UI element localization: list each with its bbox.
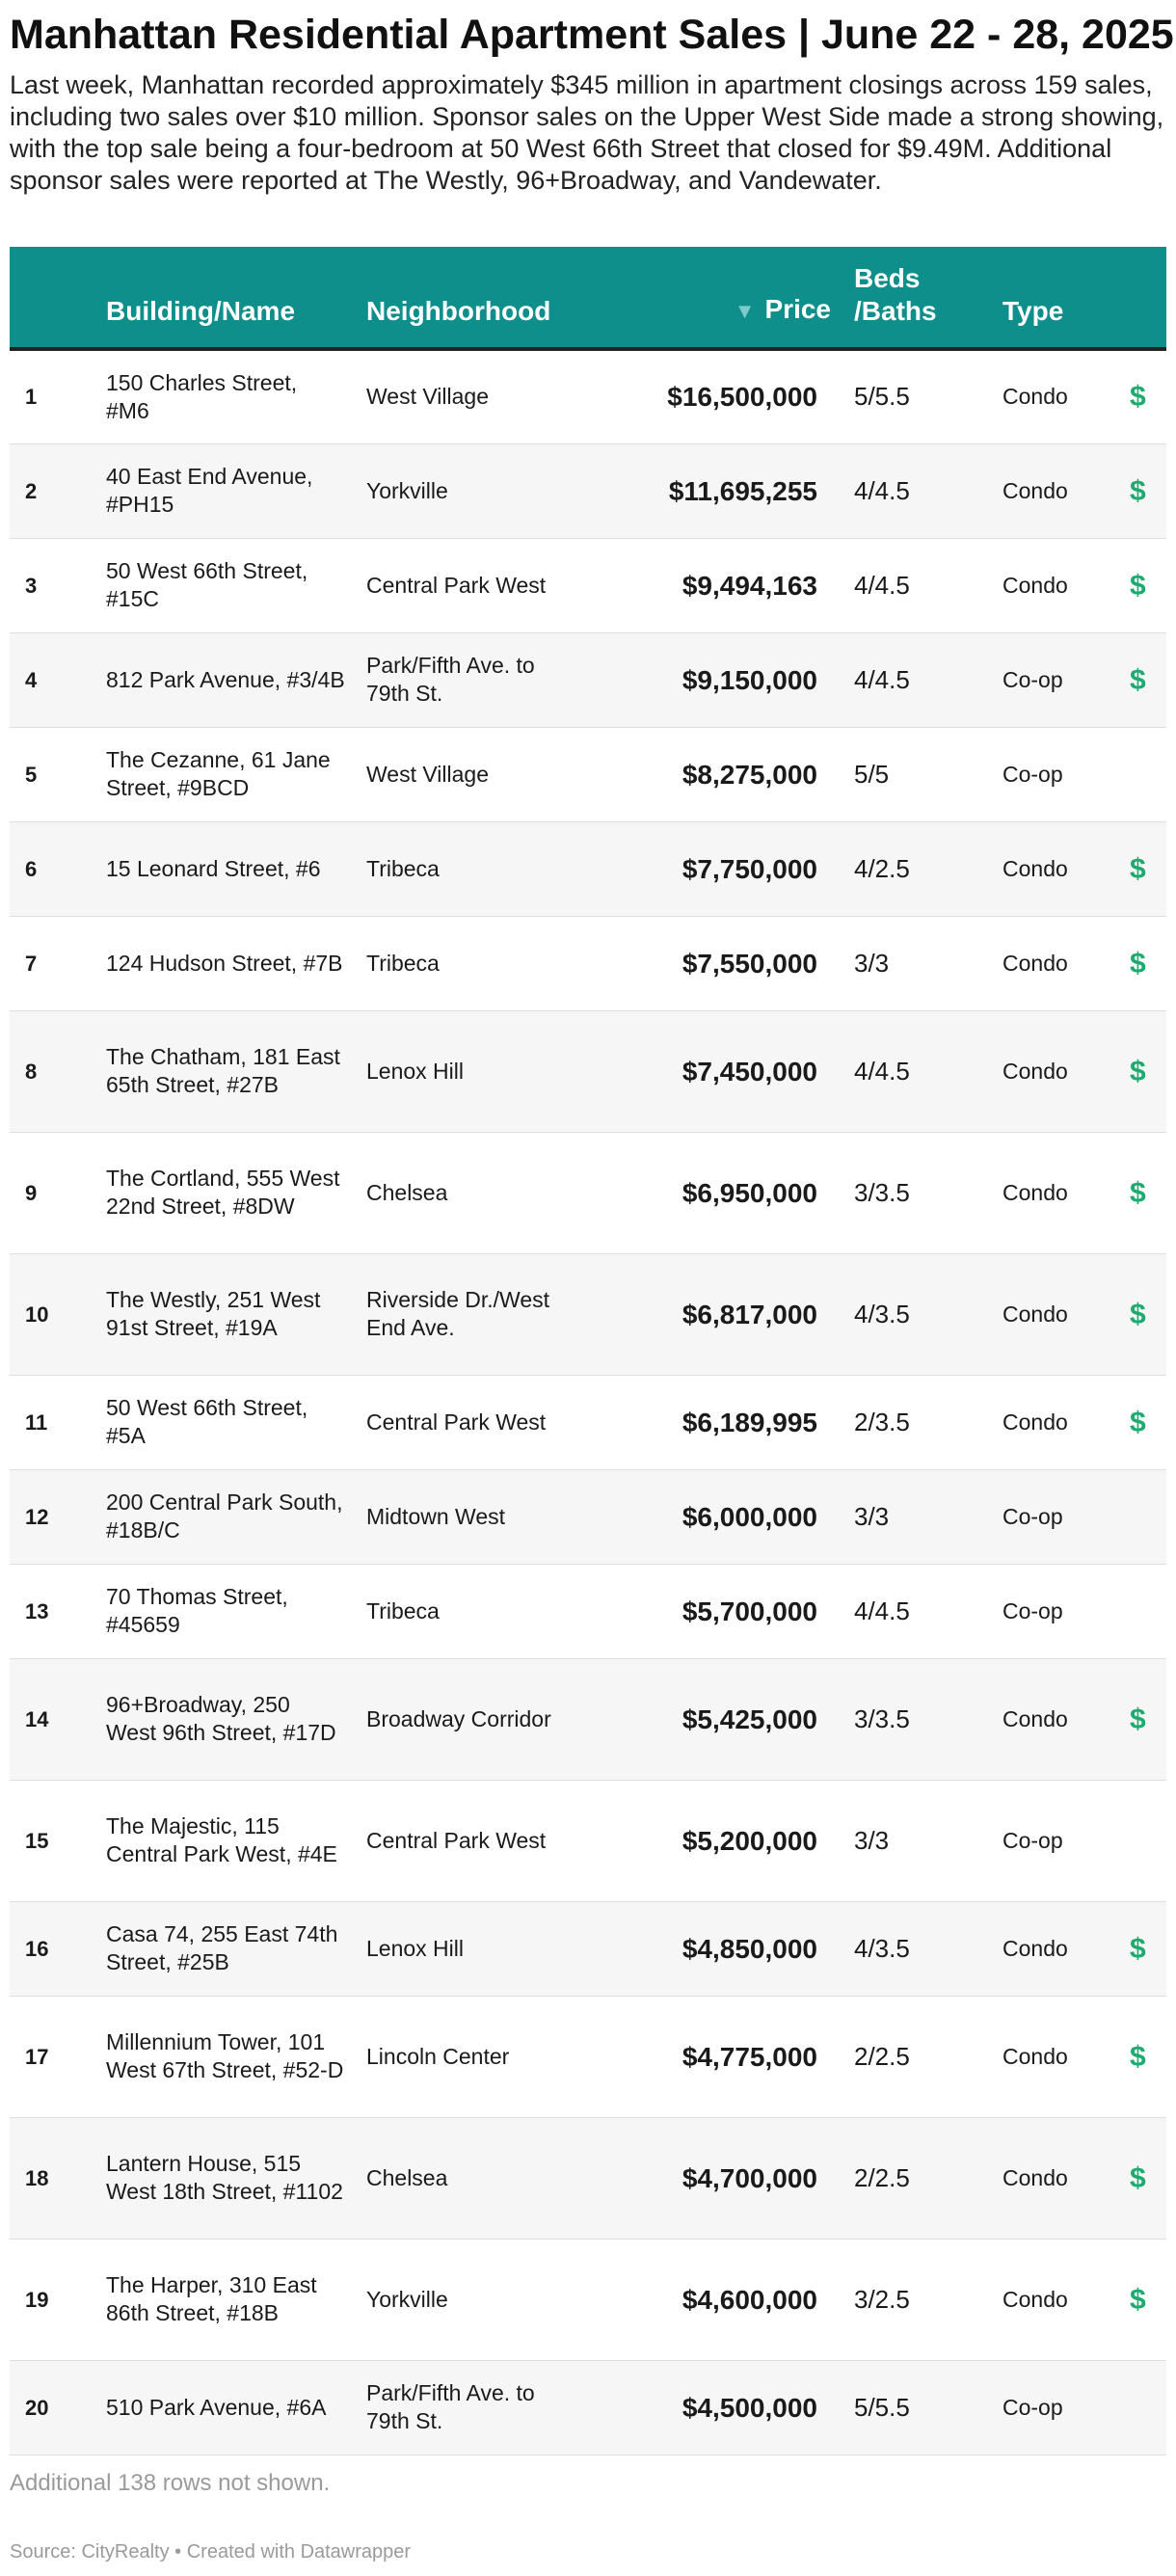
cell-rank: 3 xyxy=(10,538,106,632)
cell-neighborhood: Central Park West xyxy=(366,1780,588,1901)
sponsor-dollar-icon: $ xyxy=(1130,443,1166,538)
sponsor-dollar-icon: $ xyxy=(1130,1010,1166,1132)
cell-building: The Harper, 310 East 86th Street, #18B xyxy=(106,2239,366,2360)
table-row xyxy=(10,1375,1166,1469)
cell-beds-baths: 5/5.5 xyxy=(854,349,1002,443)
cell-building: 50 West 66th Street, #15C xyxy=(106,538,366,632)
cell-beds-baths: 2/2.5 xyxy=(854,1996,1002,2117)
cell-beds-baths: 3/2.5 xyxy=(854,2239,1002,2360)
sponsor-dollar-icon: $ xyxy=(1130,1901,1166,1996)
source-credit: Source: CityRealty • Created with Datawrapper xyxy=(10,2541,412,2563)
cell-price: $4,500,000 xyxy=(588,2360,854,2455)
table-row xyxy=(10,1010,1166,1132)
cell-neighborhood: Broadway Corridor xyxy=(366,1658,588,1780)
sponsor-dollar-icon xyxy=(1130,727,1166,821)
cell-beds-baths: 4/4.5 xyxy=(854,1564,1002,1658)
header-building[interactable]: Building/Name xyxy=(106,247,366,349)
cell-neighborhood: Midtown West xyxy=(366,1469,588,1564)
cell-neighborhood: Tribeca xyxy=(366,821,588,916)
sales-table-container xyxy=(10,247,1166,2455)
cell-building: 40 East End Avenue, #PH15 xyxy=(106,443,366,538)
cell-building: Millennium Tower, 101 West 67th Street, #52-D xyxy=(106,1996,366,2117)
cell-type: Condo xyxy=(1002,2239,1130,2360)
cell-beds-baths: 4/4.5 xyxy=(854,538,1002,632)
cell-rank: 8 xyxy=(10,1010,106,1132)
cell-price: $4,600,000 xyxy=(588,2239,854,2360)
cell-beds-baths: 2/3.5 xyxy=(854,1375,1002,1469)
cell-type: Co-op xyxy=(1002,1564,1130,1658)
cell-neighborhood: Tribeca xyxy=(366,1564,588,1658)
cell-price: $6,000,000 xyxy=(588,1469,854,1564)
cell-type: Condo xyxy=(1002,538,1130,632)
cell-building: 812 Park Avenue, #3/4B xyxy=(106,632,366,727)
cell-building: 150 Charles Street, #M6 xyxy=(106,349,366,443)
table-row xyxy=(10,443,1166,538)
cell-building: 124 Hudson Street, #7B xyxy=(106,916,366,1010)
cell-type: Condo xyxy=(1002,443,1130,538)
table-row xyxy=(10,1658,1166,1780)
header-beds-baths[interactable] xyxy=(854,247,1002,349)
sponsor-dollar-icon: $ xyxy=(1130,2117,1166,2239)
cell-price: $6,189,995 xyxy=(588,1375,854,1469)
sponsor-dollar-icon: $ xyxy=(1130,349,1166,443)
sponsor-dollar-icon: $ xyxy=(1130,1658,1166,1780)
cell-neighborhood: Tribeca xyxy=(366,916,588,1010)
cell-type: Condo xyxy=(1002,821,1130,916)
cell-neighborhood: Lenox Hill xyxy=(366,1901,588,1996)
cell-price: $4,700,000 xyxy=(588,2117,854,2239)
cell-beds-baths: 5/5 xyxy=(854,727,1002,821)
cell-price: $6,950,000 xyxy=(588,1132,854,1253)
cell-rank: 12 xyxy=(10,1469,106,1564)
sponsor-dollar-icon: $ xyxy=(1130,538,1166,632)
cell-building: Casa 74, 255 East 74th Street, #25B xyxy=(106,1901,366,1996)
cell-neighborhood: Chelsea xyxy=(366,1132,588,1253)
sort-descending-icon: ▼ xyxy=(734,299,756,323)
header-sponsor xyxy=(1130,247,1166,349)
cell-price: $5,200,000 xyxy=(588,1780,854,1901)
cell-rank: 13 xyxy=(10,1564,106,1658)
cell-type: Condo xyxy=(1002,349,1130,443)
cell-price: $4,850,000 xyxy=(588,1901,854,1996)
cell-rank: 9 xyxy=(10,1132,106,1253)
cell-beds-baths: 4/3.5 xyxy=(854,1253,1002,1375)
cell-type: Condo xyxy=(1002,1375,1130,1469)
cell-building: The Cortland, 555 West 22nd Street, #8DW xyxy=(106,1132,366,1253)
cell-type: Condo xyxy=(1002,1996,1130,2117)
cell-beds-baths: 4/3.5 xyxy=(854,1901,1002,1996)
cell-rank: 16 xyxy=(10,1901,106,1996)
cell-beds-baths: 4/4.5 xyxy=(854,632,1002,727)
sponsor-dollar-icon xyxy=(1130,1564,1166,1658)
cell-beds-baths: 3/3.5 xyxy=(854,1658,1002,1780)
cell-type: Co-op xyxy=(1002,727,1130,821)
cell-rank: 7 xyxy=(10,916,106,1010)
cell-beds-baths: 3/3 xyxy=(854,916,1002,1010)
cell-type: Co-op xyxy=(1002,632,1130,727)
cell-type: Condo xyxy=(1002,1132,1130,1253)
cell-type: Condo xyxy=(1002,2117,1130,2239)
table-row xyxy=(10,2360,1166,2455)
cell-price: $8,275,000 xyxy=(588,727,854,821)
sponsor-dollar-icon: $ xyxy=(1130,1253,1166,1375)
cell-neighborhood: Riverside Dr./West End Ave. xyxy=(366,1253,588,1375)
header-rank[interactable] xyxy=(10,247,106,349)
cell-rank: 2 xyxy=(10,443,106,538)
cell-neighborhood: Lenox Hill xyxy=(366,1010,588,1132)
cell-beds-baths: 4/4.5 xyxy=(854,1010,1002,1132)
sponsor-dollar-icon xyxy=(1130,1469,1166,1564)
cell-building: 510 Park Avenue, #6A xyxy=(106,2360,366,2455)
cell-type: Condo xyxy=(1002,1253,1130,1375)
table-row xyxy=(10,1253,1166,1375)
sponsor-dollar-icon: $ xyxy=(1130,916,1166,1010)
cell-building: The Majestic, 115 Central Park West, #4E xyxy=(106,1780,366,1901)
cell-neighborhood: Lincoln Center xyxy=(366,1996,588,2117)
cell-neighborhood: Yorkville xyxy=(366,2239,588,2360)
table-row xyxy=(10,1996,1166,2117)
cell-type: Co-op xyxy=(1002,1780,1130,1901)
cell-building: 200 Central Park South, #18B/C xyxy=(106,1469,366,1564)
cell-neighborhood: West Village xyxy=(366,727,588,821)
page-description: Last week, Manhattan recorded approximately $345 million in apartment closings across 159 sales, including two sales over $10 million. Sponsor sales on the Upper West Side made a strong showing, with the top sale being a four-bedroom at 50 West 66th Street that closed for $9.49M. Additional sponsor sales were reported at The Westly, 96+Broadway, and Vandewater. xyxy=(10,70,1164,195)
cell-type: Condo xyxy=(1002,1658,1130,1780)
cell-price: $7,750,000 xyxy=(588,821,854,916)
cell-beds-baths: 3/3.5 xyxy=(854,1132,1002,1253)
cell-building: 15 Leonard Street, #6 xyxy=(106,821,366,916)
header-beds-label: Beds xyxy=(854,263,921,293)
table-row xyxy=(10,821,1166,916)
sponsor-dollar-icon: $ xyxy=(1130,821,1166,916)
cell-type: Co-op xyxy=(1002,2360,1130,2455)
table-row xyxy=(10,538,1166,632)
cell-price: $7,450,000 xyxy=(588,1010,854,1132)
page xyxy=(10,0,1174,2563)
cell-neighborhood: Chelsea xyxy=(366,2117,588,2239)
table-row xyxy=(10,349,1166,443)
sponsor-dollar-icon: $ xyxy=(1130,632,1166,727)
table-row xyxy=(10,1132,1166,1253)
cell-rank: 10 xyxy=(10,1253,106,1375)
cell-price: $6,817,000 xyxy=(588,1253,854,1375)
cell-rank: 4 xyxy=(10,632,106,727)
cell-beds-baths: 3/3 xyxy=(854,1780,1002,1901)
cell-rank: 18 xyxy=(10,2117,106,2239)
cell-beds-baths: 3/3 xyxy=(854,1469,1002,1564)
table-row xyxy=(10,916,1166,1010)
cell-beds-baths: 4/2.5 xyxy=(854,821,1002,916)
cell-neighborhood: West Village xyxy=(366,349,588,443)
cell-price: $4,775,000 xyxy=(588,1996,854,2117)
rows-not-shown-note: Additional 138 rows not shown. xyxy=(10,2470,331,2496)
sponsor-dollar-icon: $ xyxy=(1130,1375,1166,1469)
table-header-row xyxy=(10,247,1166,349)
cell-rank: 11 xyxy=(10,1375,106,1469)
cell-type: Condo xyxy=(1002,1010,1130,1132)
header-price[interactable] xyxy=(588,247,854,349)
cell-price: $7,550,000 xyxy=(588,916,854,1010)
sponsor-dollar-icon: $ xyxy=(1130,1132,1166,1253)
cell-price: $5,700,000 xyxy=(588,1564,854,1658)
cell-price: $16,500,000 xyxy=(588,349,854,443)
table-row xyxy=(10,1780,1166,1901)
cell-rank: 14 xyxy=(10,1658,106,1780)
sponsor-dollar-icon: $ xyxy=(1130,1996,1166,2117)
cell-building: 96+Broadway, 250 West 96th Street, #17D xyxy=(106,1658,366,1780)
page-title: Manhattan Residential Apartment Sales | June 22 - 28, 2025 xyxy=(10,12,1174,58)
header-type[interactable]: Type xyxy=(1002,247,1130,349)
cell-rank: 6 xyxy=(10,821,106,916)
sponsor-dollar-icon xyxy=(1130,2360,1166,2455)
cell-beds-baths: 4/4.5 xyxy=(854,443,1002,538)
cell-beds-baths: 2/2.5 xyxy=(854,2117,1002,2239)
cell-neighborhood: Park/Fifth Ave. to 79th St. xyxy=(366,2360,588,2455)
table-row xyxy=(10,727,1166,821)
table-row xyxy=(10,2239,1166,2360)
cell-type: Condo xyxy=(1002,1901,1130,1996)
cell-neighborhood: Yorkville xyxy=(366,443,588,538)
cell-type: Co-op xyxy=(1002,1469,1130,1564)
cell-building: 50 West 66th Street, #5A xyxy=(106,1375,366,1469)
cell-price: $9,494,163 xyxy=(588,538,854,632)
cell-building: The Westly, 251 West 91st Street, #19A xyxy=(106,1253,366,1375)
cell-rank: 19 xyxy=(10,2239,106,2360)
cell-neighborhood: Central Park West xyxy=(366,538,588,632)
table-row xyxy=(10,1901,1166,1996)
sponsor-dollar-icon xyxy=(1130,1780,1166,1901)
cell-rank: 5 xyxy=(10,727,106,821)
cell-price: $11,695,255 xyxy=(588,443,854,538)
table-row xyxy=(10,2117,1166,2239)
header-price-label: Price xyxy=(764,294,831,324)
cell-price: $5,425,000 xyxy=(588,1658,854,1780)
cell-rank: 17 xyxy=(10,1996,106,2117)
cell-building: The Cezanne, 61 Jane Street, #9BCD xyxy=(106,727,366,821)
header-baths-label: /Baths xyxy=(854,296,937,326)
table-row xyxy=(10,1469,1166,1564)
cell-building: 70 Thomas Street, #45659 xyxy=(106,1564,366,1658)
cell-building: The Chatham, 181 East 65th Street, #27B xyxy=(106,1010,366,1132)
cell-neighborhood: Park/Fifth Ave. to 79th St. xyxy=(366,632,588,727)
header-neighborhood[interactable]: Neighborhood xyxy=(366,247,588,349)
table-row xyxy=(10,632,1166,727)
table-body xyxy=(10,349,1166,2455)
cell-beds-baths: 5/5.5 xyxy=(854,2360,1002,2455)
cell-rank: 15 xyxy=(10,1780,106,1901)
cell-type: Condo xyxy=(1002,916,1130,1010)
cell-rank: 20 xyxy=(10,2360,106,2455)
sales-table xyxy=(10,247,1166,2455)
sponsor-dollar-icon: $ xyxy=(1130,2239,1166,2360)
cell-rank: 1 xyxy=(10,349,106,443)
cell-price: $9,150,000 xyxy=(588,632,854,727)
cell-building: Lantern House, 515 West 18th Street, #1102 xyxy=(106,2117,366,2239)
cell-neighborhood: Central Park West xyxy=(366,1375,588,1469)
table-row xyxy=(10,1564,1166,1658)
